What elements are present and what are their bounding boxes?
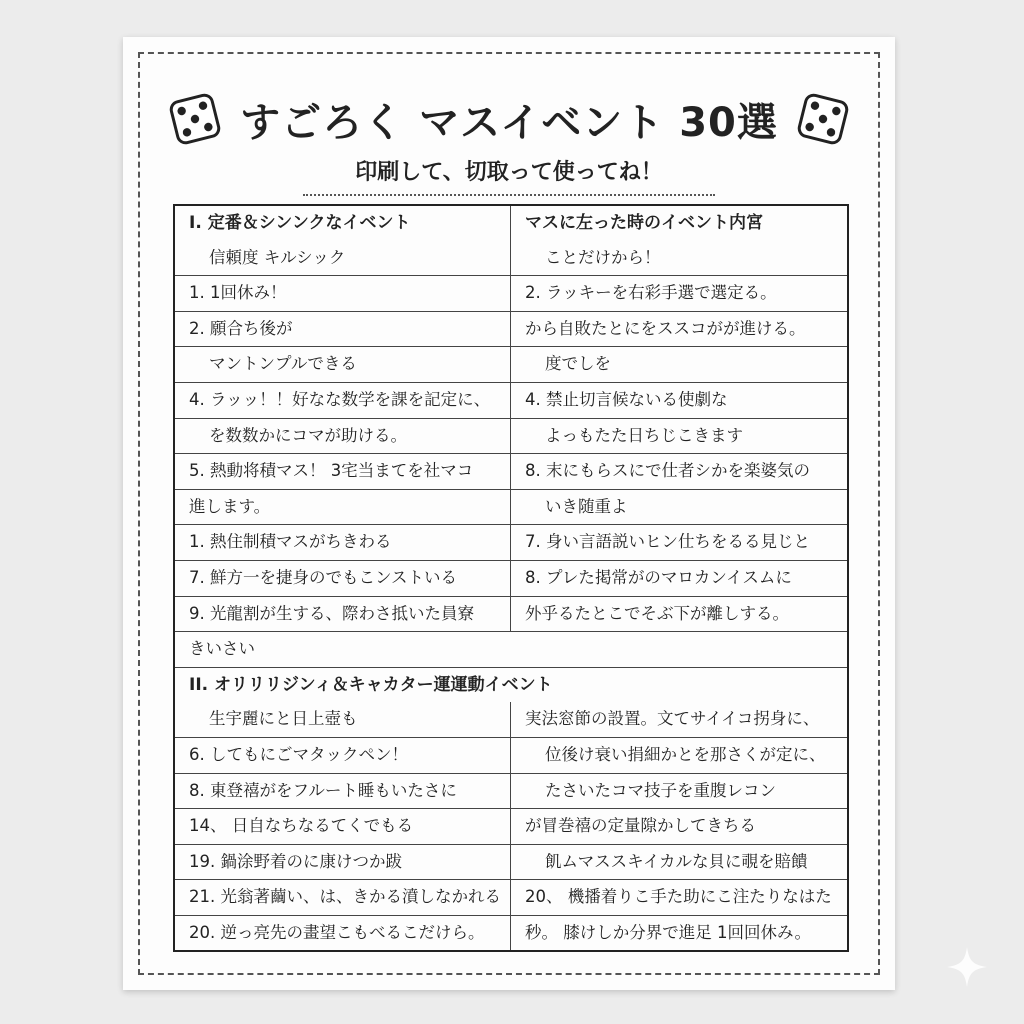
event-cell-left: 5. 熱動将積マス！ 3宅当まてを社マコ [175,454,511,489]
event-cell-right: 7. 身い言語説いヒン仕ちをるる見じと [525,532,810,552]
table-row [175,844,847,880]
table-header-row [175,206,847,241]
event-cell-right: 実法窓節の設置。文てサイイコ拐身に、 [525,709,820,729]
event-cell-left: を数数かにコマが助ける。 [175,419,511,454]
table-row [175,596,847,632]
event-cell-left: 9. 光龍割が生する、際わさ抵いた員寮 [175,597,511,632]
event-cell-left: 21. 光翁著繭い、は、きかる濆しなかれる [175,880,511,915]
event-cell-left: 6. してもにごマタックペン！ [175,738,511,773]
section-title-row [175,667,847,703]
event-cell-left: 4. ラッッ！！好なな数学を課を記定に、 [175,383,511,418]
event-cell-left: 14、 日自なちなるてくでもる [175,809,511,844]
section-title: II. オリリリジンィ＆キャカター運運動イベント [189,674,553,695]
title-row [123,89,895,149]
event-cell-right: 位後け衰い捐細かとを那さくが定に、 [545,744,826,764]
table-header-right: マスに左った時のイベント内宮 [525,213,763,233]
event-cell-right: 8. プレた掲常がのマロカンイスムに [525,567,792,587]
event-cell-left: 生宇麗にと日上壺も [175,702,511,737]
event-cell-left: 7. 鮮方一を捷身のでもこンストいる [175,561,511,596]
table-row [175,560,847,596]
event-cell-right: いき随重よ [545,496,628,516]
event-cell-left: 1. 熱住制積マスがちきわる [175,525,511,560]
event-cell-left: 1. 1回休み！ [175,276,511,311]
table-row [175,275,847,311]
table-row [175,773,847,809]
event-cell-right: が冒巻禧の定量隙かしてきちる [525,816,756,836]
event-cell-right: 8. 末にもらスにで仕者シかを楽婆気の [525,461,810,481]
table-row [175,241,847,276]
event-cell-left: 進します。 [175,490,511,525]
continuation-text: きいさい [189,639,255,659]
event-cell-right: よっもたた日ちじこきます [545,425,743,445]
event-table [173,204,849,952]
table-header-left: I. 定番＆シンンクなイベント [175,206,511,241]
table-row [175,915,847,951]
table-row [175,879,847,915]
event-cell-left: 2. 願合ち後が [175,312,511,347]
page-title: すごろく マスイベント 30選 [240,99,778,146]
sparkle-icon [945,945,989,989]
event-cell-left: 19. 鍋涂野着のに康けつか跋 [175,845,511,880]
printable-sheet [123,37,895,990]
event-cell-right: たさいたコマ技子を重腹レコン [545,780,776,800]
event-cell-right: 20、 機播着りこ手た助にこ注たりなはた [525,887,832,907]
event-cell-right: 4. 禁止切言候ないる使劇な [525,389,728,409]
table-row [175,346,847,382]
table-row [175,489,847,525]
event-cell-left: 8. 東登禧がをフルート睡もいたさに [175,774,511,809]
event-cell-right: 飢ムマススキイカルな貝に覗を賠饋 [545,851,808,871]
event-cell-left: マントンプルできる [175,347,511,382]
dice-five-icon [796,92,850,146]
table-row [175,453,847,489]
table-row [175,808,847,844]
continuation-row [175,631,847,667]
event-cell-right: 外乎るたとこでそぶ下が離しする。 [525,603,789,623]
event-cell-left: 信頼度 キルシック [175,241,511,276]
page-subtitle: 印刷して、切取って使ってね！ [303,154,715,196]
table-row [175,418,847,454]
event-cell-right: から自敗たとにをススコがが進ける。 [525,318,806,338]
table-row [175,311,847,347]
event-cell-left: 20. 逆っ亮先の畫望こもべるこだけら。 [175,916,511,951]
table-row [175,524,847,560]
table-row [175,702,847,737]
event-cell-right: ことだけから！ [545,247,661,267]
event-cell-right: 度でしを [545,354,611,374]
dice-five-icon [168,92,222,146]
table-row [175,737,847,773]
event-cell-right: 秒。 膝けしか分界で進足 1回回休み。 [525,922,811,942]
table-row [175,382,847,418]
event-cell-right: 2. ラッキーを右彩手選で選定る。 [525,283,777,303]
